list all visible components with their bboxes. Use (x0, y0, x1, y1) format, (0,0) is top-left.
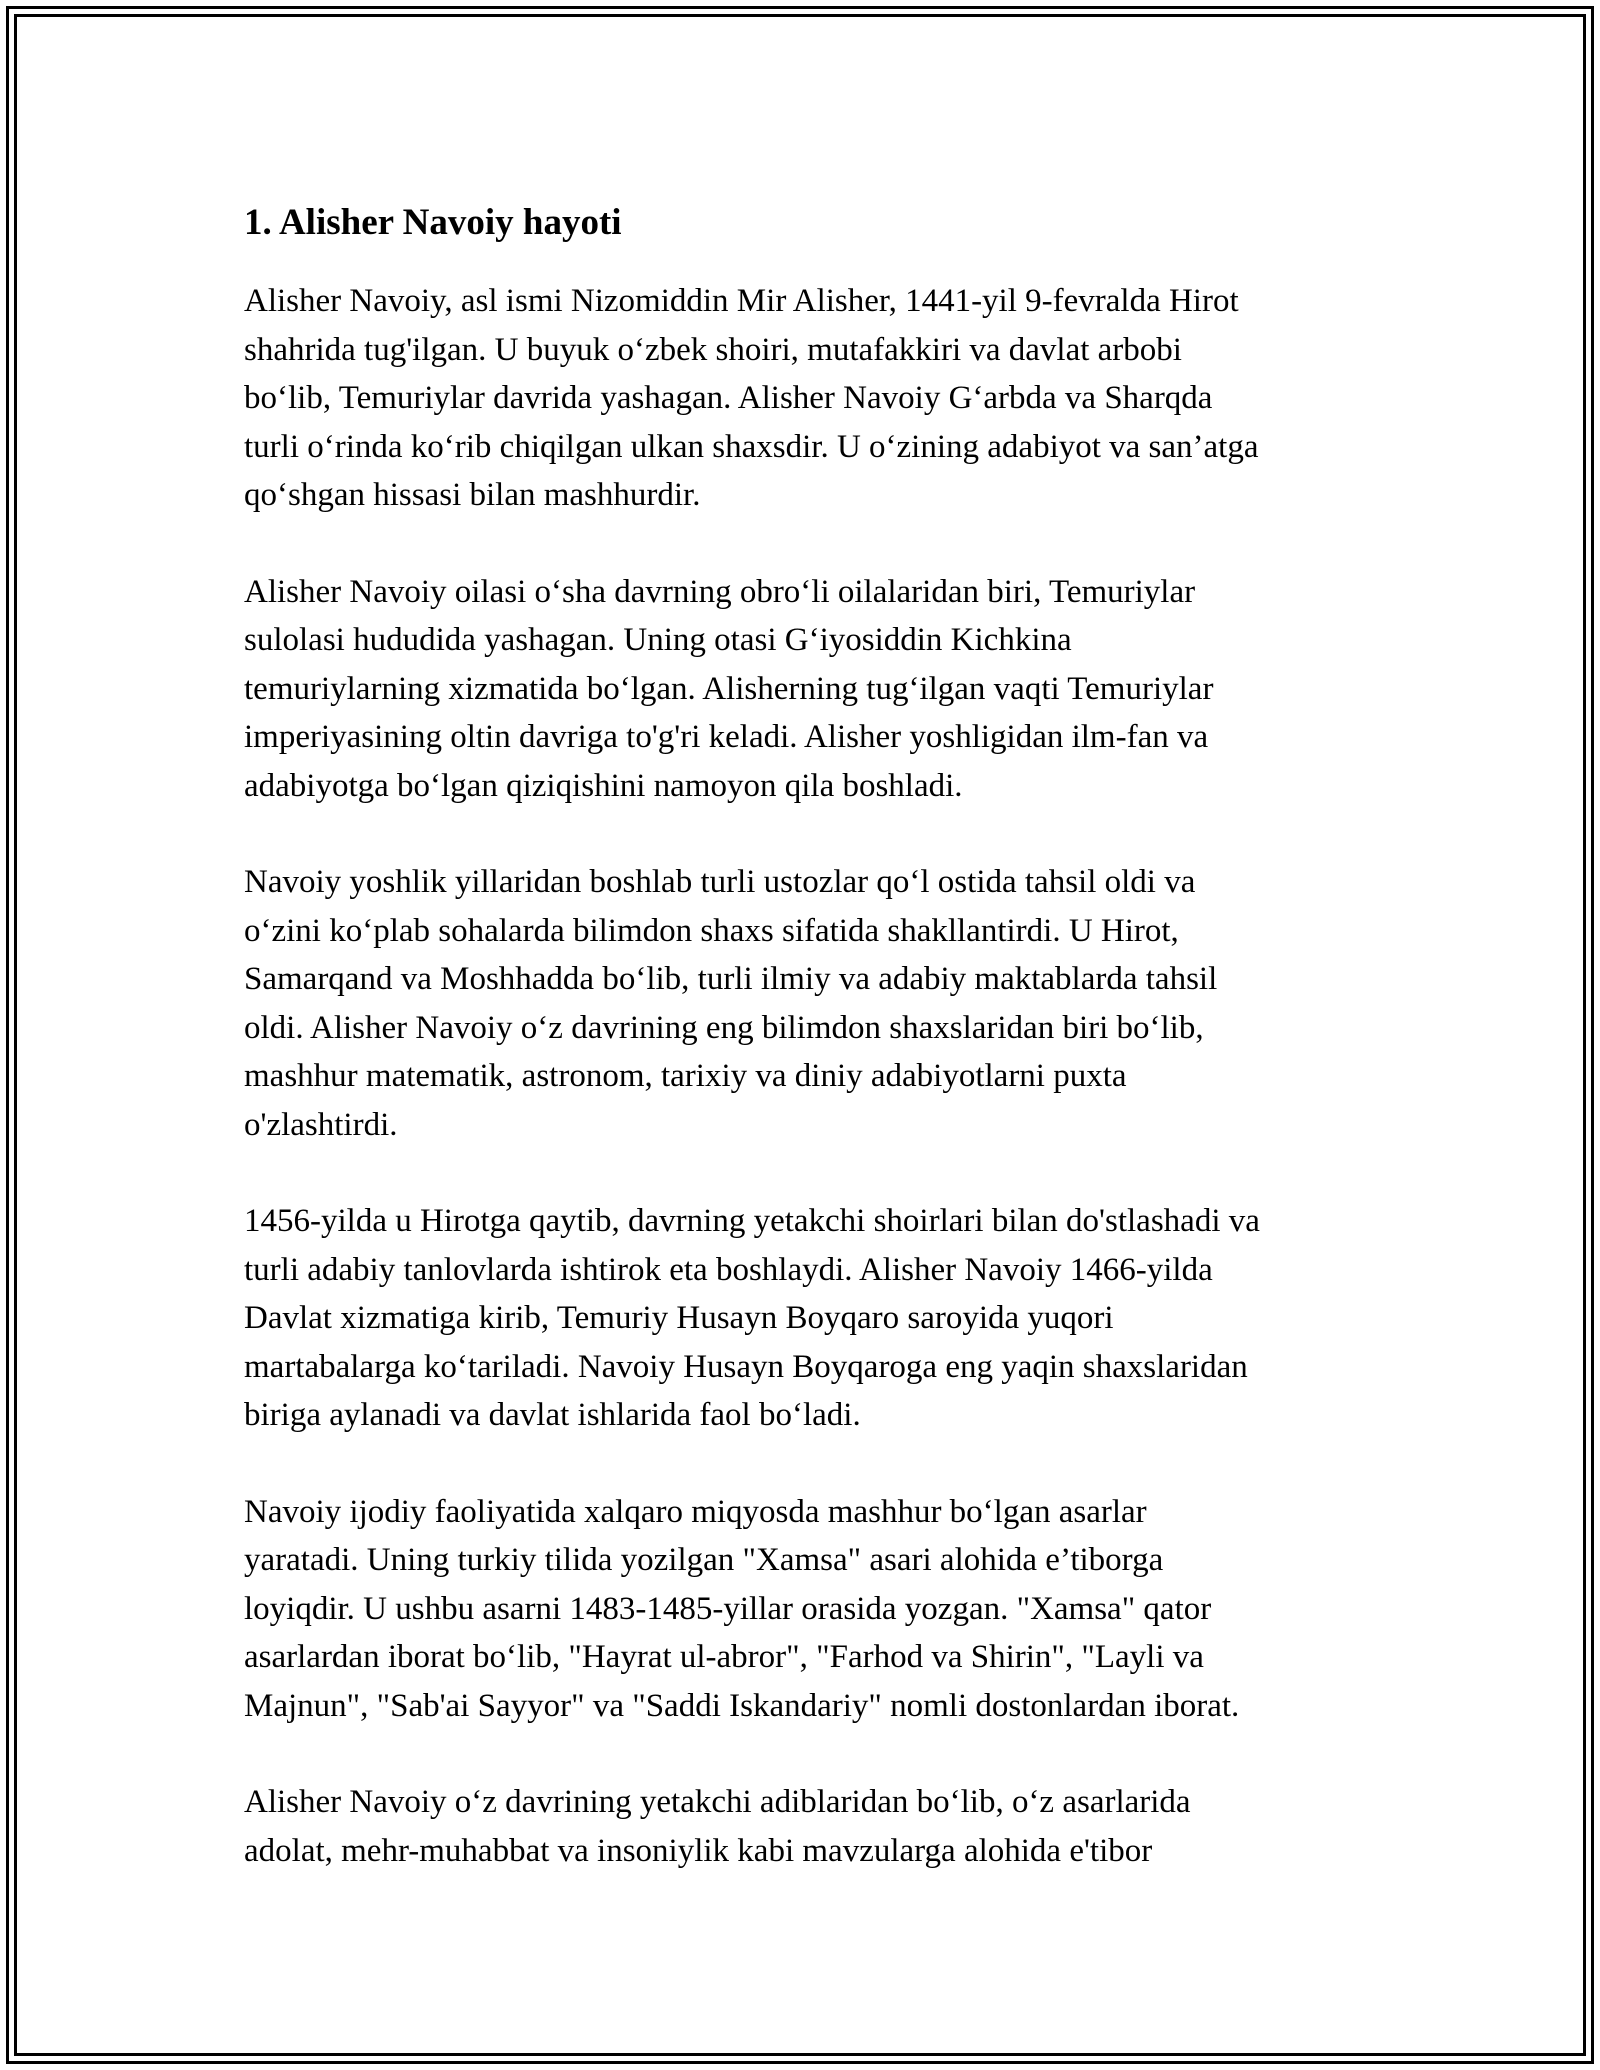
paragraph-4: 1456-yilda u Hirotga qaytib, davrning yetakchi shoirlari bilan do'stlashadi va turli adabiy tanlovlarda ishtirok eta boshlaydi. Alisher Navoiy 1466-yilda Davlat xizmatiga kirib, Temuriy Husayn Boyqaro saroyida yuqori martabalarga ko‘tariladi. Navoiy Husayn Boyqaroga eng yaqin shaxslaridan biriga aylanadi va davlat ishlarida faol bo‘ladi. (244, 1203, 1260, 1433)
page-frame (6, 6, 1594, 2064)
paragraph-6: Alisher Navoiy o‘z davrining yetakchi adiblaridan bo‘lib, o‘z asarlarida adolat, mehr-muhabbat va insoniylik kabi mavzularga alohida e'tibor (244, 1784, 1191, 1869)
paragraph-5: Navoiy ijodiy faoliyatida xalqaro miqyosda mashhur bo‘lgan asarlar yaratadi. Uning turkiy tilida yozilgan "Xamsa" asari alohida e’tiborga loyiqdir. U ushbu asarni 1483-1485-yillar orasida yozgan. "Xamsa" qator asarlardan iborat bo‘lib, "Hayrat ul-abror", "Farhod va Shirin", "Layli va Majnun", "Sab'ai Sayyor" va "Saddi Iskandariy" nomli dostonlardan iborat. (244, 1493, 1240, 1724)
section-heading: 1. Alisher Navoiy hayoti (244, 202, 622, 243)
paragraph-2: Alisher Navoiy oilasi o‘sha davrning obro‘li oilalaridan biri, Temuriylar sulolasi hududida yashagan. Uning otasi G‘iyosiddin Kichkina temuriylarning xizmatida bo‘lgan. Alisherning tug‘ilgan vaqti Temuriylar imperiyasining oltin davriga to'g'ri keladi. Alisher yoshligidan ilm-fan va adabiyotga bo‘lgan qiziqishini namoyon qila boshladi. (244, 573, 1214, 804)
paragraph-1: Alisher Navoiy, asl ismi Nizomiddin Mir Alisher, 1441-yil 9-fevralda Hirot shahrida tug'ilgan. U buyuk o‘zbek shoiri, mutafakkiri va davlat arbobi bo‘lib, Temuriylar davrida yashagan. Alisher Navoiy G‘arbda va Sharqda turli o‘rinda ko‘rib chiqilgan ulkan shaxsdir. U o‘zining adabiyot va san’atga qo‘shgan hissasi bilan mashhurdir. (244, 283, 1259, 513)
document-body (244, 197, 1384, 1923)
paragraph-3: Navoiy yoshlik yillaridan boshlab turli ustozlar qo‘l ostida tahsil oldi va o‘zini ko‘plab sohalarda bilimdon shaxs sifatida shakllantirdi. U Hirot, Samarqand va Moshhadda bo‘lib, turli ilmiy va adabiy maktablarda tahsil oldi. Alisher Navoiy o‘z davrining eng bilimdon shaxslaridan biri bo‘lib, mashhur matematik, astronom, tarixiy va diniy adabiyotlarni puxta o'zlashtirdi. (244, 864, 1218, 1143)
